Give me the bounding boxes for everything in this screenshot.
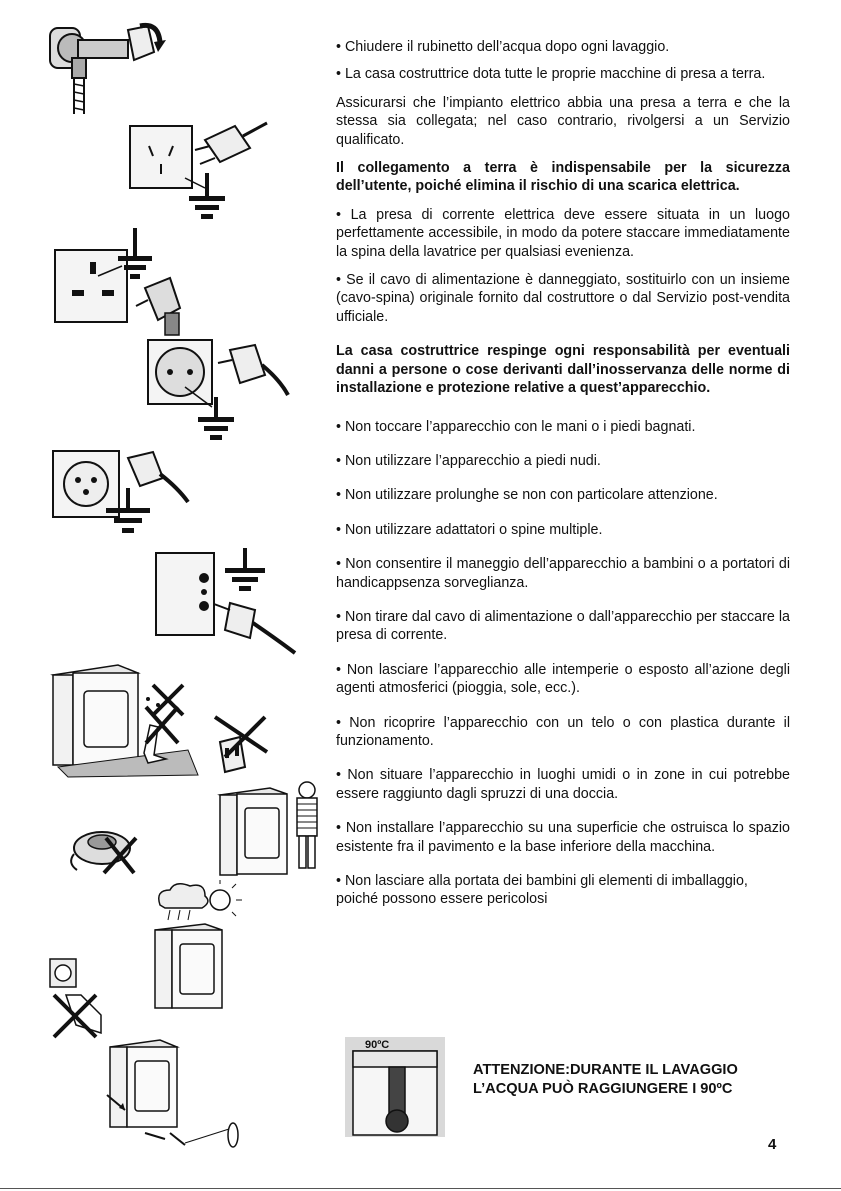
- uk-socket-earth-illustration: [50, 228, 190, 343]
- paragraph: • Non lasciare l’apparecchio alle intemperie o esposto all’azione degli agenti atmosferici (pioggia, sole, ecc.).: [336, 661, 790, 697]
- page-bottom-rule: [0, 1188, 841, 1189]
- paragraph-bold: La casa costruttrice respinge ogni responsabilità per eventuali danni a persone o cose derivanti dall’inosservanza delle norme di installazione e protezione relative a quest’apparecchio.: [336, 343, 790, 397]
- thermometer-illustration: [345, 1037, 445, 1137]
- paragraph: • Non utilizzare l’apparecchio a piedi nudi.: [336, 452, 601, 469]
- it-socket-earth-illustration: [150, 548, 300, 658]
- paragraph: • Non tirare dal cavo di alimentazione o dall’apparecchio per staccare la presa di corrente.: [336, 608, 790, 644]
- paragraph: • Non toccare l’apparecchio con le mani o i piedi bagnati.: [336, 418, 696, 435]
- paragraph: • Non situare l’apparecchio in luoghi umidi o in zone in cui potrebbe essere raggiunto dagli spruzzi di una doccia.: [336, 767, 790, 802]
- floor-clearance-machine-illustration: [105, 1035, 255, 1150]
- wet-feet-machine-illustration: [48, 655, 208, 780]
- paragraph: • Non utilizzare prolunghe se non con particolare attenzione.: [336, 487, 718, 504]
- round-socket-earth-illustration: [48, 448, 198, 548]
- paragraph: • Non utilizzare adattatori o spine multiple.: [336, 521, 603, 538]
- schuko-socket-earth-illustration: [140, 335, 290, 445]
- child-machine-illustration: [215, 780, 335, 880]
- thermometer-label: 90ºC: [365, 1039, 390, 1051]
- paragraph: • La presa di corrente elettrica deve essere situata in un luogo perfettamente accessibile, in modo da potere staccare immediatamente la spina della lavatrice per qualsiasi evenienza.: [336, 206, 790, 260]
- warning-text: [473, 1061, 738, 1099]
- paragraph: • Non lasciare alla portata dei bambini gli elementi di imballaggio, poiché possono essere pericolosi: [336, 873, 748, 908]
- warning-line-1: ATTENZIONE:DURANTE IL LAVAGGIO: [473, 1062, 738, 1078]
- paragraph: Assicurarsi che l’impianto elettrico abbia una presa a terra e che la stessa sia collegata; nel caso contrario, rivolgersi a un Servizio qualificato.: [336, 94, 790, 148]
- au-socket-earth-illustration: [125, 118, 270, 223]
- weather-machine-illustration: [150, 880, 250, 1010]
- paragraph: • Non consentire il maneggio dell’apparecchio a bambini o a portatori di handicappsenza sorveglianza.: [336, 556, 790, 591]
- warning-line-2: L’ACQUA PUÒ RAGGIUNGERE I 90ºC: [473, 1081, 733, 1097]
- paragraph: • La casa costruttrice dota tutte le proprie macchine di presa a terra.: [336, 66, 766, 83]
- covered-machine-no-illustration: [62, 818, 142, 878]
- plug-pull-no-illustration: [205, 712, 275, 782]
- paragraph-bold: Il collegamento a terra è indispensabile per la sicurezza dell’utente, poiché elimina il rischio di una scarica elettrica.: [336, 160, 790, 195]
- paragraph: • Chiudere il rubinetto dell’acqua dopo ogni lavaggio.: [336, 39, 670, 55]
- paragraph: • Se il cavo di alimentazione è danneggiato, sostituirlo con un insieme (cavo-spina) originale fornito dal costruttore o dal Servizio post-vendita ufficiale.: [336, 272, 790, 325]
- paragraph: • Non ricoprire l’apparecchio con un telo o con plastica durante il funzionamento.: [336, 714, 790, 749]
- paragraph: • Non installare l’apparecchio su una superficie che ostruisca lo spazio esistente fra il pavimento e la base inferiore della macchina.: [336, 820, 790, 855]
- page-number: 4: [768, 1136, 777, 1153]
- water-tap-illustration: [48, 22, 168, 117]
- wet-hand-plug-no-illustration: [46, 955, 116, 1040]
- instructions-column: [336, 38, 790, 909]
